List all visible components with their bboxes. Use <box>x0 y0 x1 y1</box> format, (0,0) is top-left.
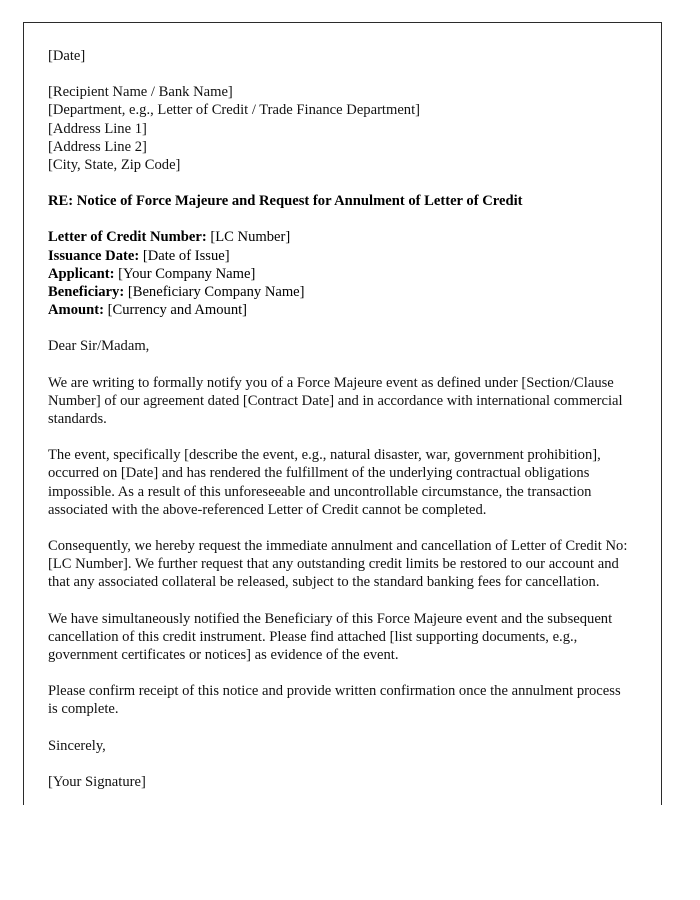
reference-field-row <box>48 247 630 265</box>
recipient-address-block <box>48 83 630 174</box>
recipient-address-line-2: [Address Line 2] <box>48 138 147 155</box>
closing-line: Sincerely, <box>48 737 106 754</box>
recipient-department-line: [Department, e.g., Letter of Credit / Trade Finance Department] <box>48 102 421 119</box>
reference-field-row <box>48 283 630 301</box>
recipient-name-line: [Recipient Name / Bank Name] <box>48 84 233 101</box>
body-paragraph-1: We are writing to formally notify you of a Force Majeure event as defined under [Section/Clause Number] of our agreement dated [Contract Date] and in accordance with international commercial standards. <box>48 374 623 428</box>
reference-field-label: Issuance Date: <box>48 247 140 264</box>
signature-line: [Your Signature] <box>48 773 146 790</box>
reference-field-value: [Beneficiary Company Name] <box>127 284 305 301</box>
date-line: [Date] <box>48 48 86 64</box>
reference-field-row <box>48 301 630 319</box>
body-paragraph-5: Please confirm receipt of this notice and provide written confirmation once the annulment process is complete. <box>48 683 621 718</box>
subject-line: RE: Notice of Force Majeure and Request for Annulment of Letter of Credit <box>48 193 523 210</box>
reference-field-value: [LC Number] <box>210 229 291 246</box>
reference-field-label: Applicant: <box>48 265 115 282</box>
date-line-block <box>48 47 630 65</box>
recipient-address-line-1: [Address Line 1] <box>48 120 147 137</box>
recipient-city-state-zip-line: [City, State, Zip Code] <box>48 157 181 174</box>
reference-field-label: Amount: <box>48 302 104 319</box>
reference-field-value: [Currency and Amount] <box>107 302 248 319</box>
salutation: Dear Sir/Madam, <box>48 338 150 355</box>
reference-field-value: [Your Company Name] <box>118 265 256 282</box>
reference-field-label: Beneficiary: <box>48 284 125 301</box>
letter-body <box>48 47 630 791</box>
document-page <box>23 22 662 805</box>
body-paragraph-2: The event, specifically [describe the event, e.g., natural disaster, war, government prohibition], occurred on [Date] and has rendered the fulfillment of the underlying contractual obligations impossible. As a result of this unforeseeable and uncontrollable circumstance, the transaction associated with the above-referenced Letter of Credit cannot be completed. <box>48 447 601 518</box>
reference-field-label: Letter of Credit Number: <box>48 229 207 246</box>
reference-field-value: [Date of Issue] <box>142 247 230 264</box>
reference-fields-block <box>48 228 630 319</box>
reference-field-row <box>48 228 630 246</box>
reference-field-row <box>48 265 630 283</box>
body-paragraph-4: We have simultaneously notified the Beneficiary of this Force Majeure event and the subsequent cancellation of this credit instrument. Please find attached [list supporting documents, e.g., government certificates or notices] as evidence of the event. <box>48 610 613 664</box>
body-paragraph-3: Consequently, we hereby request the immediate annulment and cancellation of Letter of Credit No: [LC Number]. We further request that any outstanding credit limits be restored to our account and that any associated collateral be released, subject to the standard banking fees for cancellation. <box>48 538 628 591</box>
